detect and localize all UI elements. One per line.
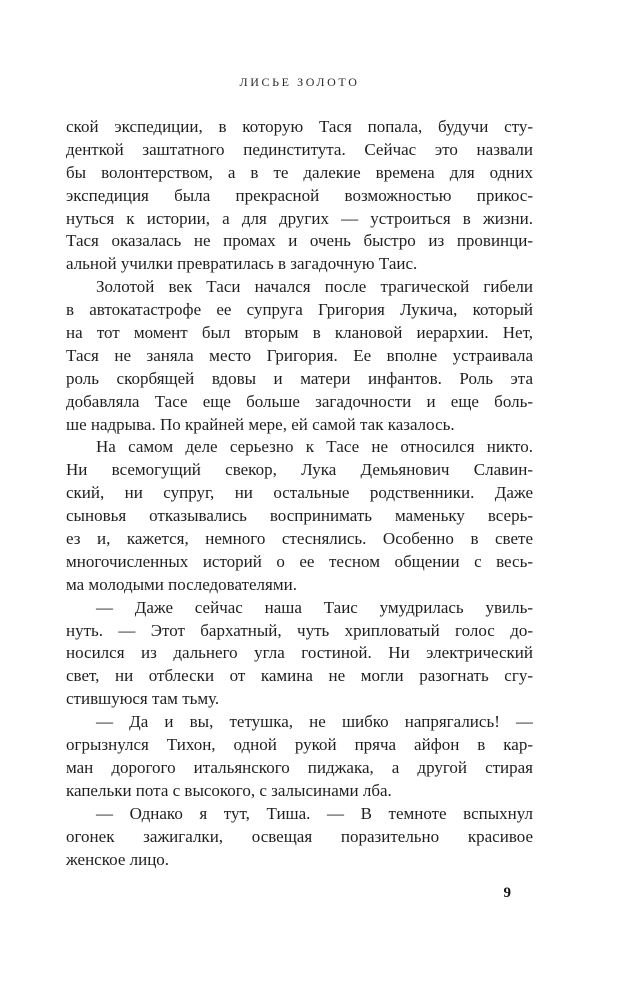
text-line: огрызнулся Тихон, одной рукой пряча айфон в кар- [66, 735, 533, 755]
text-line: сыновья отказывались воспринимать маменьку всерь- [66, 506, 533, 526]
text-line: нуться к истории, а для других — устроиться в жизни. [66, 208, 533, 228]
text-line: Тася не заняла место Григория. Ее вполне устраивала [66, 345, 533, 365]
text-line: На самом деле серьезно к Тасе не относился никто. [96, 437, 533, 457]
body-text [66, 116, 533, 871]
text-line: Ни всемогущий свекор, Лука Демьянович Славин- [66, 460, 533, 480]
text-line: альной училки превратилась в загадочную Таис. [66, 254, 418, 274]
paragraph [66, 276, 533, 436]
text-line: женское лицо. [66, 849, 170, 869]
text-line: свет, ни отблески от камина не могли разогнать сгу- [66, 666, 533, 686]
paragraph [66, 116, 533, 276]
paragraph [66, 711, 533, 803]
paragraph [66, 803, 533, 872]
text-line: огонек зажигалки, освещая поразительно красивое [66, 826, 533, 846]
text-line: ман дорогого итальянского пиджака, а другой стирая [66, 757, 533, 777]
text-line: роль скорбящей вдовы и матери инфантов. Роль эта [66, 368, 533, 388]
text-line: капельки пота с высокого, с залысинами лба. [66, 780, 392, 800]
text-line: ма молодыми последователями. [66, 574, 297, 594]
text-line: — Даже сейчас наша Таис умудрилась увиль- [96, 597, 533, 617]
text-line: Золотой век Таси начался после трагической гибели [96, 277, 533, 297]
text-line: экспедиция была прекрасной возможностью прикос- [66, 185, 533, 205]
text-line: Тася оказалась не промах и очень быстро из провинци- [66, 231, 533, 251]
text-line: нуть. — Этот бархатный, чуть хрипловатый голос до- [66, 620, 533, 640]
text-line: бы волонтерством, а в те далекие времена для одних [66, 162, 533, 182]
page-number: 9 [503, 885, 511, 901]
text-line: ской экспедиции, в которую Тася попала, будучи сту- [66, 117, 533, 136]
text-line: — Однако я тут, Тиша. — В темноте вспыхнул [96, 803, 533, 823]
text-line: ез и, кажется, немного стеснялись. Особенно в свете [66, 529, 533, 549]
text-line: в автокатастрофе ее супруга Григория Лукича, который [66, 300, 533, 320]
paragraph [66, 436, 533, 596]
text-line: добавляла Тасе еще больше загадочности и еще боль- [66, 391, 533, 411]
text-line: носился из дальнего угла гостиной. Ни электрический [66, 643, 533, 663]
text-line: — Да и вы, тетушка, не шибко напрягались! — [96, 712, 533, 732]
text-line: денткой заштатного пединститута. Сейчас это назвали [66, 139, 533, 159]
text-line: ше надрыва. По крайней мере, ей самой так казалось. [66, 414, 455, 434]
paragraph [66, 597, 533, 711]
text-line: ский, ни супруг, ни остальные родственники. Даже [66, 483, 533, 503]
running-title: ЛИСЬЕ ЗОЛОТО [239, 75, 360, 89]
text-line: многочисленных историй о ее тесном общении с весь- [66, 551, 533, 571]
text-line: на тот момент был вторым в клановой иерархии. Нет, [66, 323, 533, 343]
text-line: стившуюся там тьму. [66, 689, 220, 709]
